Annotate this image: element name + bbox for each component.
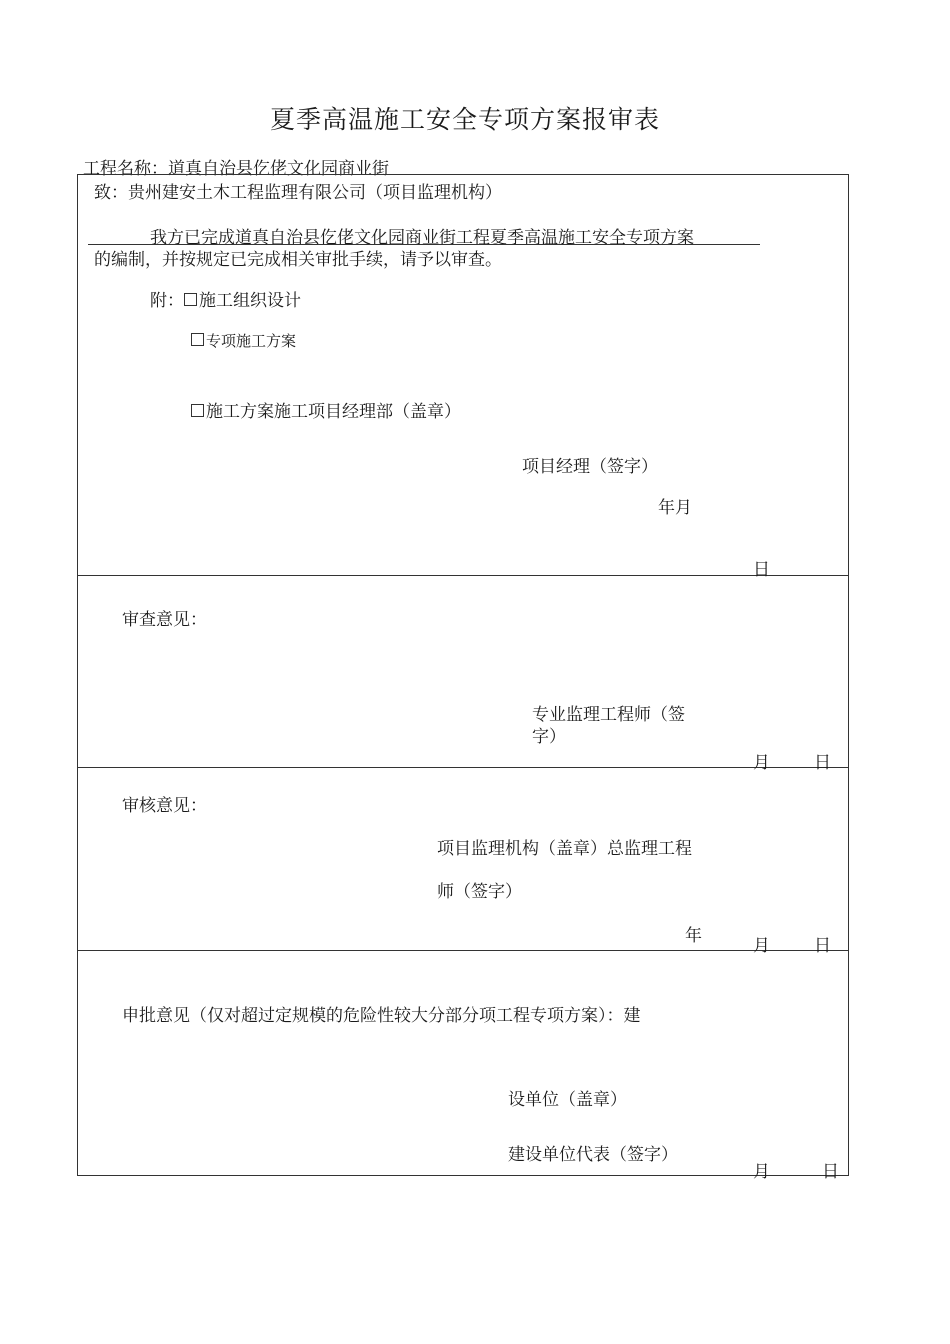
row-divider-2	[77, 767, 849, 768]
date-month: 月	[753, 1162, 770, 1182]
chief-engineer-signature-line2: 师（签字）	[437, 882, 522, 902]
date-month: 月	[753, 753, 770, 773]
attachment-row-2	[191, 330, 296, 351]
date-day: 日	[814, 936, 831, 956]
attachment-label: 附：	[150, 291, 184, 311]
date-year-month: 年月	[658, 498, 692, 518]
approval-opinion-label: 申批意见（仅对超过定规模的危险性较大分部分项工程专项方案）：建	[122, 1006, 641, 1026]
owner-representative-signature: 建设单位代表（签字）	[508, 1145, 678, 1165]
project-manager-signature: 项目经理（签字）	[522, 457, 658, 477]
submission-text-line1: 我方已完成道真自治县仡佬文化园商业街工程夏季高温施工安全专项方案	[150, 228, 694, 248]
row-divider-1	[77, 575, 849, 576]
chief-engineer-signature-line1: 项目监理机构（盖章）总监理工程	[437, 839, 692, 859]
row-divider-3	[77, 950, 849, 951]
attachment-row-3	[191, 397, 461, 422]
submission-text-line2: 的编制，并按规定已完成相关审批手续，请予以审查。	[94, 250, 502, 270]
supervising-engineer-signature-line1: 专业监理工程师（签	[532, 705, 685, 725]
checkbox-special-plan[interactable]	[191, 333, 204, 346]
checkbox-construction-plan[interactable]	[191, 404, 204, 417]
project-name: 工程名称：道真自治县仡佬文化园商业街	[83, 159, 389, 179]
date-year: 年	[685, 926, 702, 946]
review-opinion-label: 审查意见：	[122, 610, 207, 630]
audit-opinion-label: 审核意见：	[122, 796, 207, 816]
date-day: 日	[814, 753, 831, 773]
date-day: 日	[822, 1162, 839, 1182]
attachment-construction-plan: 施工方案施工项目经理部（盖章）	[206, 402, 461, 422]
date-day: 日	[753, 560, 770, 580]
supervising-engineer-signature-line2: 字）	[532, 727, 566, 747]
checkbox-construction-design[interactable]	[184, 293, 197, 306]
attachment-row-1	[150, 286, 301, 311]
addressee: 致：贵州建安土木工程监理有限公司（项目监理机构）	[94, 183, 502, 203]
attachment-construction-design: 施工组织设计	[199, 291, 301, 311]
owner-unit-seal: 设单位（盖章）	[508, 1090, 627, 1110]
attachment-special-plan: 专项施工方案	[206, 332, 297, 350]
page-title: 夏季高温施工安全专项方案报审表	[269, 105, 660, 134]
date-month: 月	[753, 936, 770, 956]
